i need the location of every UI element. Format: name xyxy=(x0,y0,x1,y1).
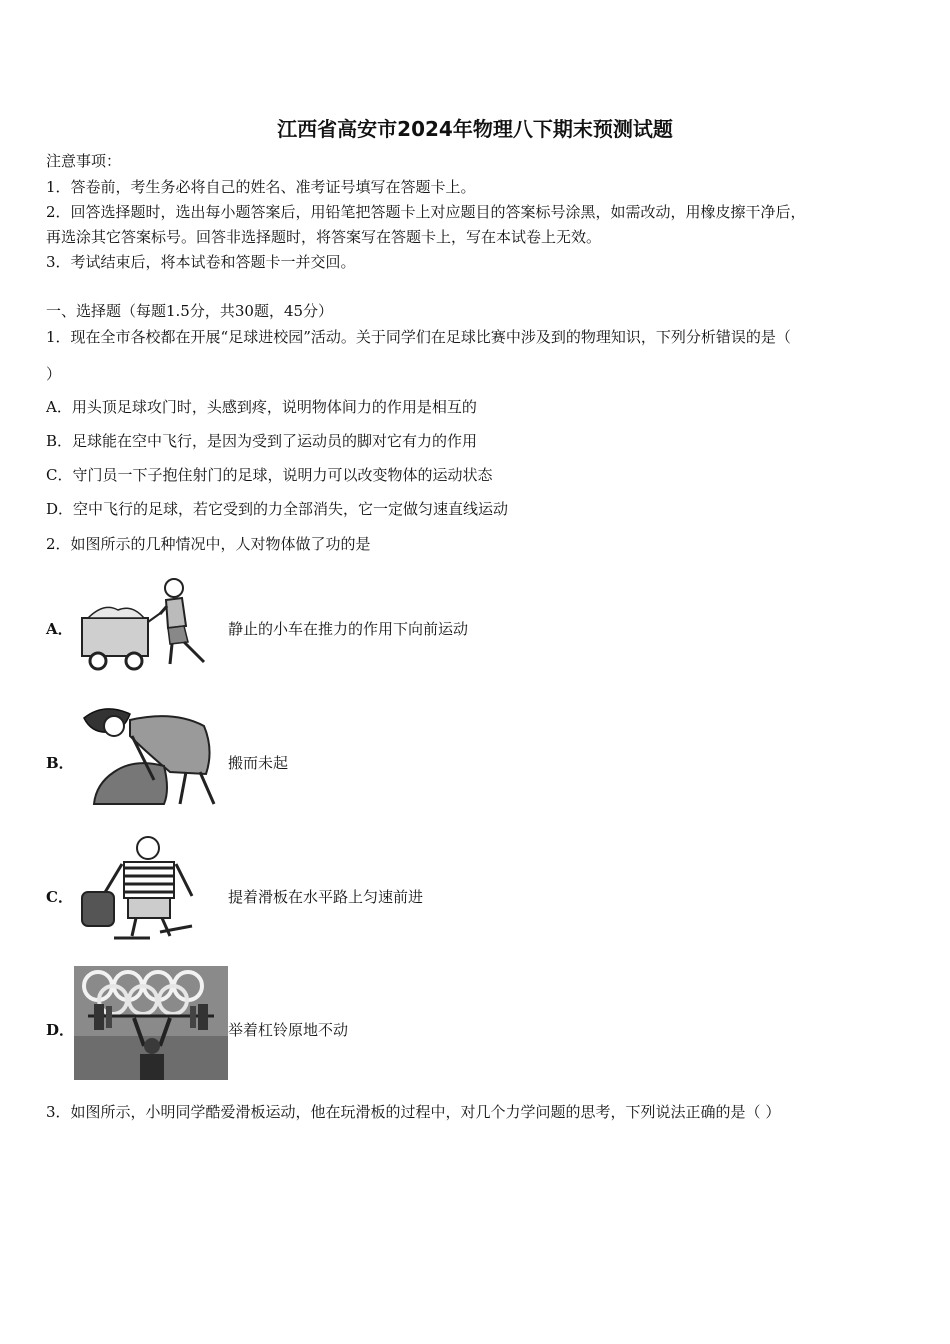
section-heading: 一、选择题（每题1.5分，共30题，45分） xyxy=(46,302,334,320)
notice-item: 2．回答选择题时，选出每小题答案后，用铅笔把答题卡上对应题目的答案标号涂黑，如需改动，用橡皮擦干净后， xyxy=(46,203,806,221)
notice-item: 3．考试结束后，将本试卷和答题卡一并交回。 xyxy=(46,253,356,271)
page-title: 江西省高安市2024年物理八下期末预测试题 xyxy=(277,117,673,141)
weightlifter-picture xyxy=(74,966,228,1080)
lifting-rock-picture xyxy=(74,700,224,810)
question-2-option-d-letter: D． xyxy=(46,1021,75,1039)
question-1-option-b: B．足球能在空中飞行，是因为受到了运动员的脚对它有力的作用 xyxy=(46,432,478,450)
notice-heading: 注意事项： xyxy=(46,152,122,170)
question-2-option-a-text: 静止的小车在推力的作用下向前运动 xyxy=(228,620,469,638)
pushing-cart-picture xyxy=(74,574,224,672)
notice-item: 1．答卷前，考生务必将自己的姓名、准考证号填写在答题卡上。 xyxy=(46,178,476,196)
question-1-option-d: D．空中飞行的足球，若它受到的力全部消失，它一定做匀速直线运动 xyxy=(46,500,509,518)
question-2-option-b-letter: B． xyxy=(46,754,74,772)
question-3-stem: 3．如图所示，小明同学酷爱滑板运动，他在玩滑板的过程中，对几个力学问题的思考，下列说法正确的是（ ） xyxy=(46,1103,781,1121)
question-2-option-c-letter: C． xyxy=(46,888,73,906)
notice-item: 再选涂其它答案标号。回答非选择题时，将答案写在答题卡上，写在本试卷上无效。 xyxy=(46,228,602,246)
question-1-option-c: C．守门员一下子抱住射门的足球，说明力可以改变物体的运动状态 xyxy=(46,466,493,484)
question-2-option-d-text: 举着杠铃原地不动 xyxy=(228,1021,349,1039)
question-2-option-b-text: 搬而未起 xyxy=(228,754,289,772)
question-2-option-c-text: 提着滑板在水平路上匀速前进 xyxy=(228,888,424,906)
carrying-skateboard-picture xyxy=(74,834,224,944)
question-2-stem: 2．如图所示的几种情况中，人对物体做了功的是 xyxy=(46,535,371,553)
question-1-stem: 1．现在全市各校都在开展“足球进校园”活动。关于同学们在足球比赛中涉及到的物理知识，下列分析错误的是（ xyxy=(46,328,791,346)
question-1-stem-tail: ） xyxy=(46,365,62,383)
question-2-option-a-letter: A． xyxy=(46,620,73,638)
question-1-option-a: A．用头顶足球攻门时，头感到疼，说明物体间力的作用是相互的 xyxy=(46,398,477,416)
